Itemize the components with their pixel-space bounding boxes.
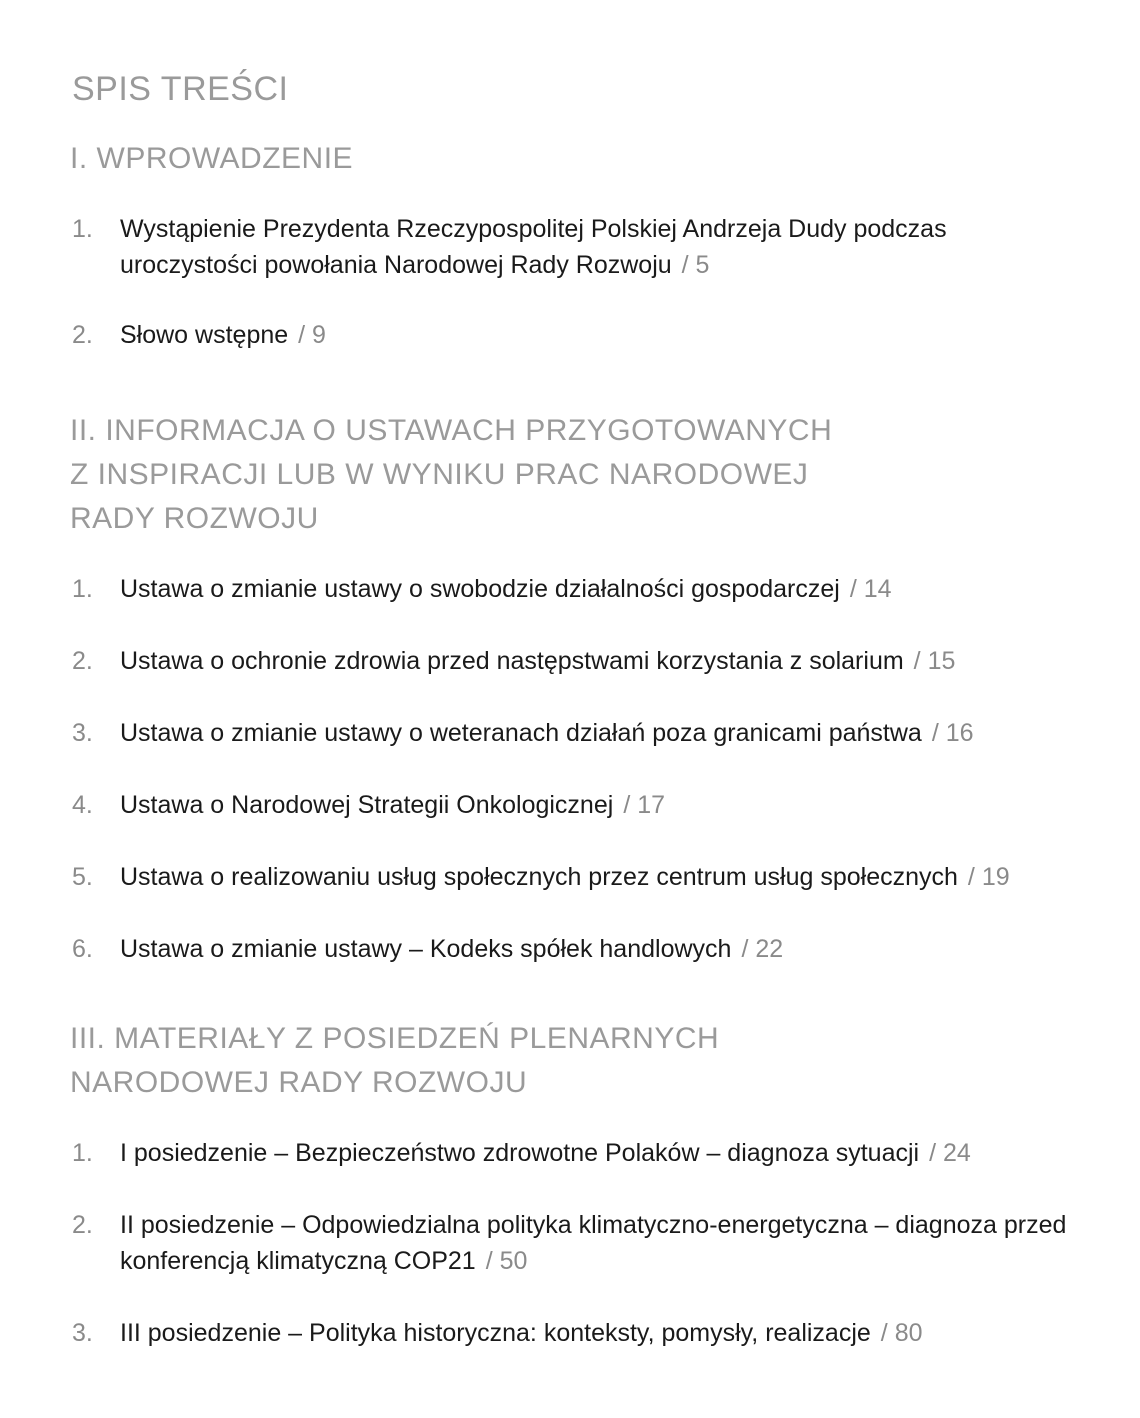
item-page-ref: / 15 [913,647,956,675]
item-page-ref: / 14 [849,575,892,603]
list-item[interactable] [70,859,1090,895]
section-heading-3: III. MATERIAŁY Z POSIEDZEŃ PLENARNYCH NARODOWEJ RADY ROZWOJU [70,1022,720,1099]
toc-title: SPIS TREŚCI [72,70,289,108]
item-page-ref: / 80 [880,1319,923,1347]
item-number: 2. [72,1211,93,1239]
item-number: 1. [72,215,93,243]
item-number: 3. [72,1319,93,1347]
list-item[interactable] [70,715,1090,751]
item-number: 3. [72,719,93,747]
item-page-ref: / 5 [681,251,710,279]
item-title: Ustawa o zmianie ustawy o weteranach działań poza granicami państwa / 16 [120,719,974,747]
item-title: I posiedzenie – Bezpieczeństwo zdrowotne Polaków – diagnoza sytuacji / 24 [120,1139,971,1167]
list-item[interactable] [70,571,1090,607]
section-heading-2: II. INFORMACJA O USTAWACH PRZYGOTOWANYCH Z INSPIRACJI LUB W WYNIKU PRAC NARODOWEJ RADY ROZWOJU [70,414,833,535]
item-page-ref: / 22 [741,935,784,963]
list-item[interactable] [70,643,1090,679]
item-page-ref: / 24 [929,1139,971,1167]
item-page-ref: / 17 [623,791,666,819]
item-number: 4. [72,791,93,819]
item-title: Wystąpienie Prezydenta Rzeczypospolitej Polskiej Andrzeja Dudy podczas uroczystości powołania Narodowej Rady Rozwoju / 5 [120,215,947,279]
item-title: III posiedzenie – Polityka historyczna: konteksty, pomysły, realizacje / 80 [120,1319,923,1347]
item-title: Ustawa o Narodowej Strategii Onkologicznej / 17 [120,791,666,819]
item-title: Ustawa o realizowaniu usług społecznych przez centrum usług społecznych / 19 [120,863,1010,891]
list-item[interactable] [70,787,1090,823]
list-item[interactable] [70,1207,1090,1279]
item-page-ref: / 50 [485,1247,528,1275]
section-3-list [70,1135,1090,1351]
section-heading-1: I. WPROWADZENIE [70,142,354,175]
item-number: 5. [72,863,93,891]
list-item[interactable] [70,1315,1090,1351]
list-item[interactable] [70,1135,1090,1171]
item-title: Ustawa o zmianie ustawy o swobodzie działalności gospodarczej / 14 [120,575,892,603]
section-1-list [70,211,1090,353]
list-item[interactable] [70,211,1090,283]
item-number: 6. [72,935,93,963]
item-number: 2. [72,321,93,349]
item-number: 1. [72,1139,93,1167]
list-item[interactable] [70,931,1090,967]
item-title: Ustawa o zmianie ustawy – Kodeks spółek handlowych / 22 [120,935,784,963]
item-page-ref: / 9 [298,321,326,349]
item-title: Słowo wstępne / 9 [120,321,326,349]
item-title: II posiedzenie – Odpowiedzialna polityka klimatyczno-energetyczna – diagnoza przed konferencją klimatyczną COP21 / 50 [120,1211,1067,1275]
item-page-ref: / 16 [931,719,974,747]
item-title: Ustawa o ochronie zdrowia przed następstwami korzystania z solarium / 15 [120,647,956,675]
list-item[interactable] [70,317,1090,353]
section-2-list [70,571,1090,967]
item-page-ref: / 19 [967,863,1010,891]
item-number: 1. [72,575,93,603]
item-number: 2. [72,647,93,675]
